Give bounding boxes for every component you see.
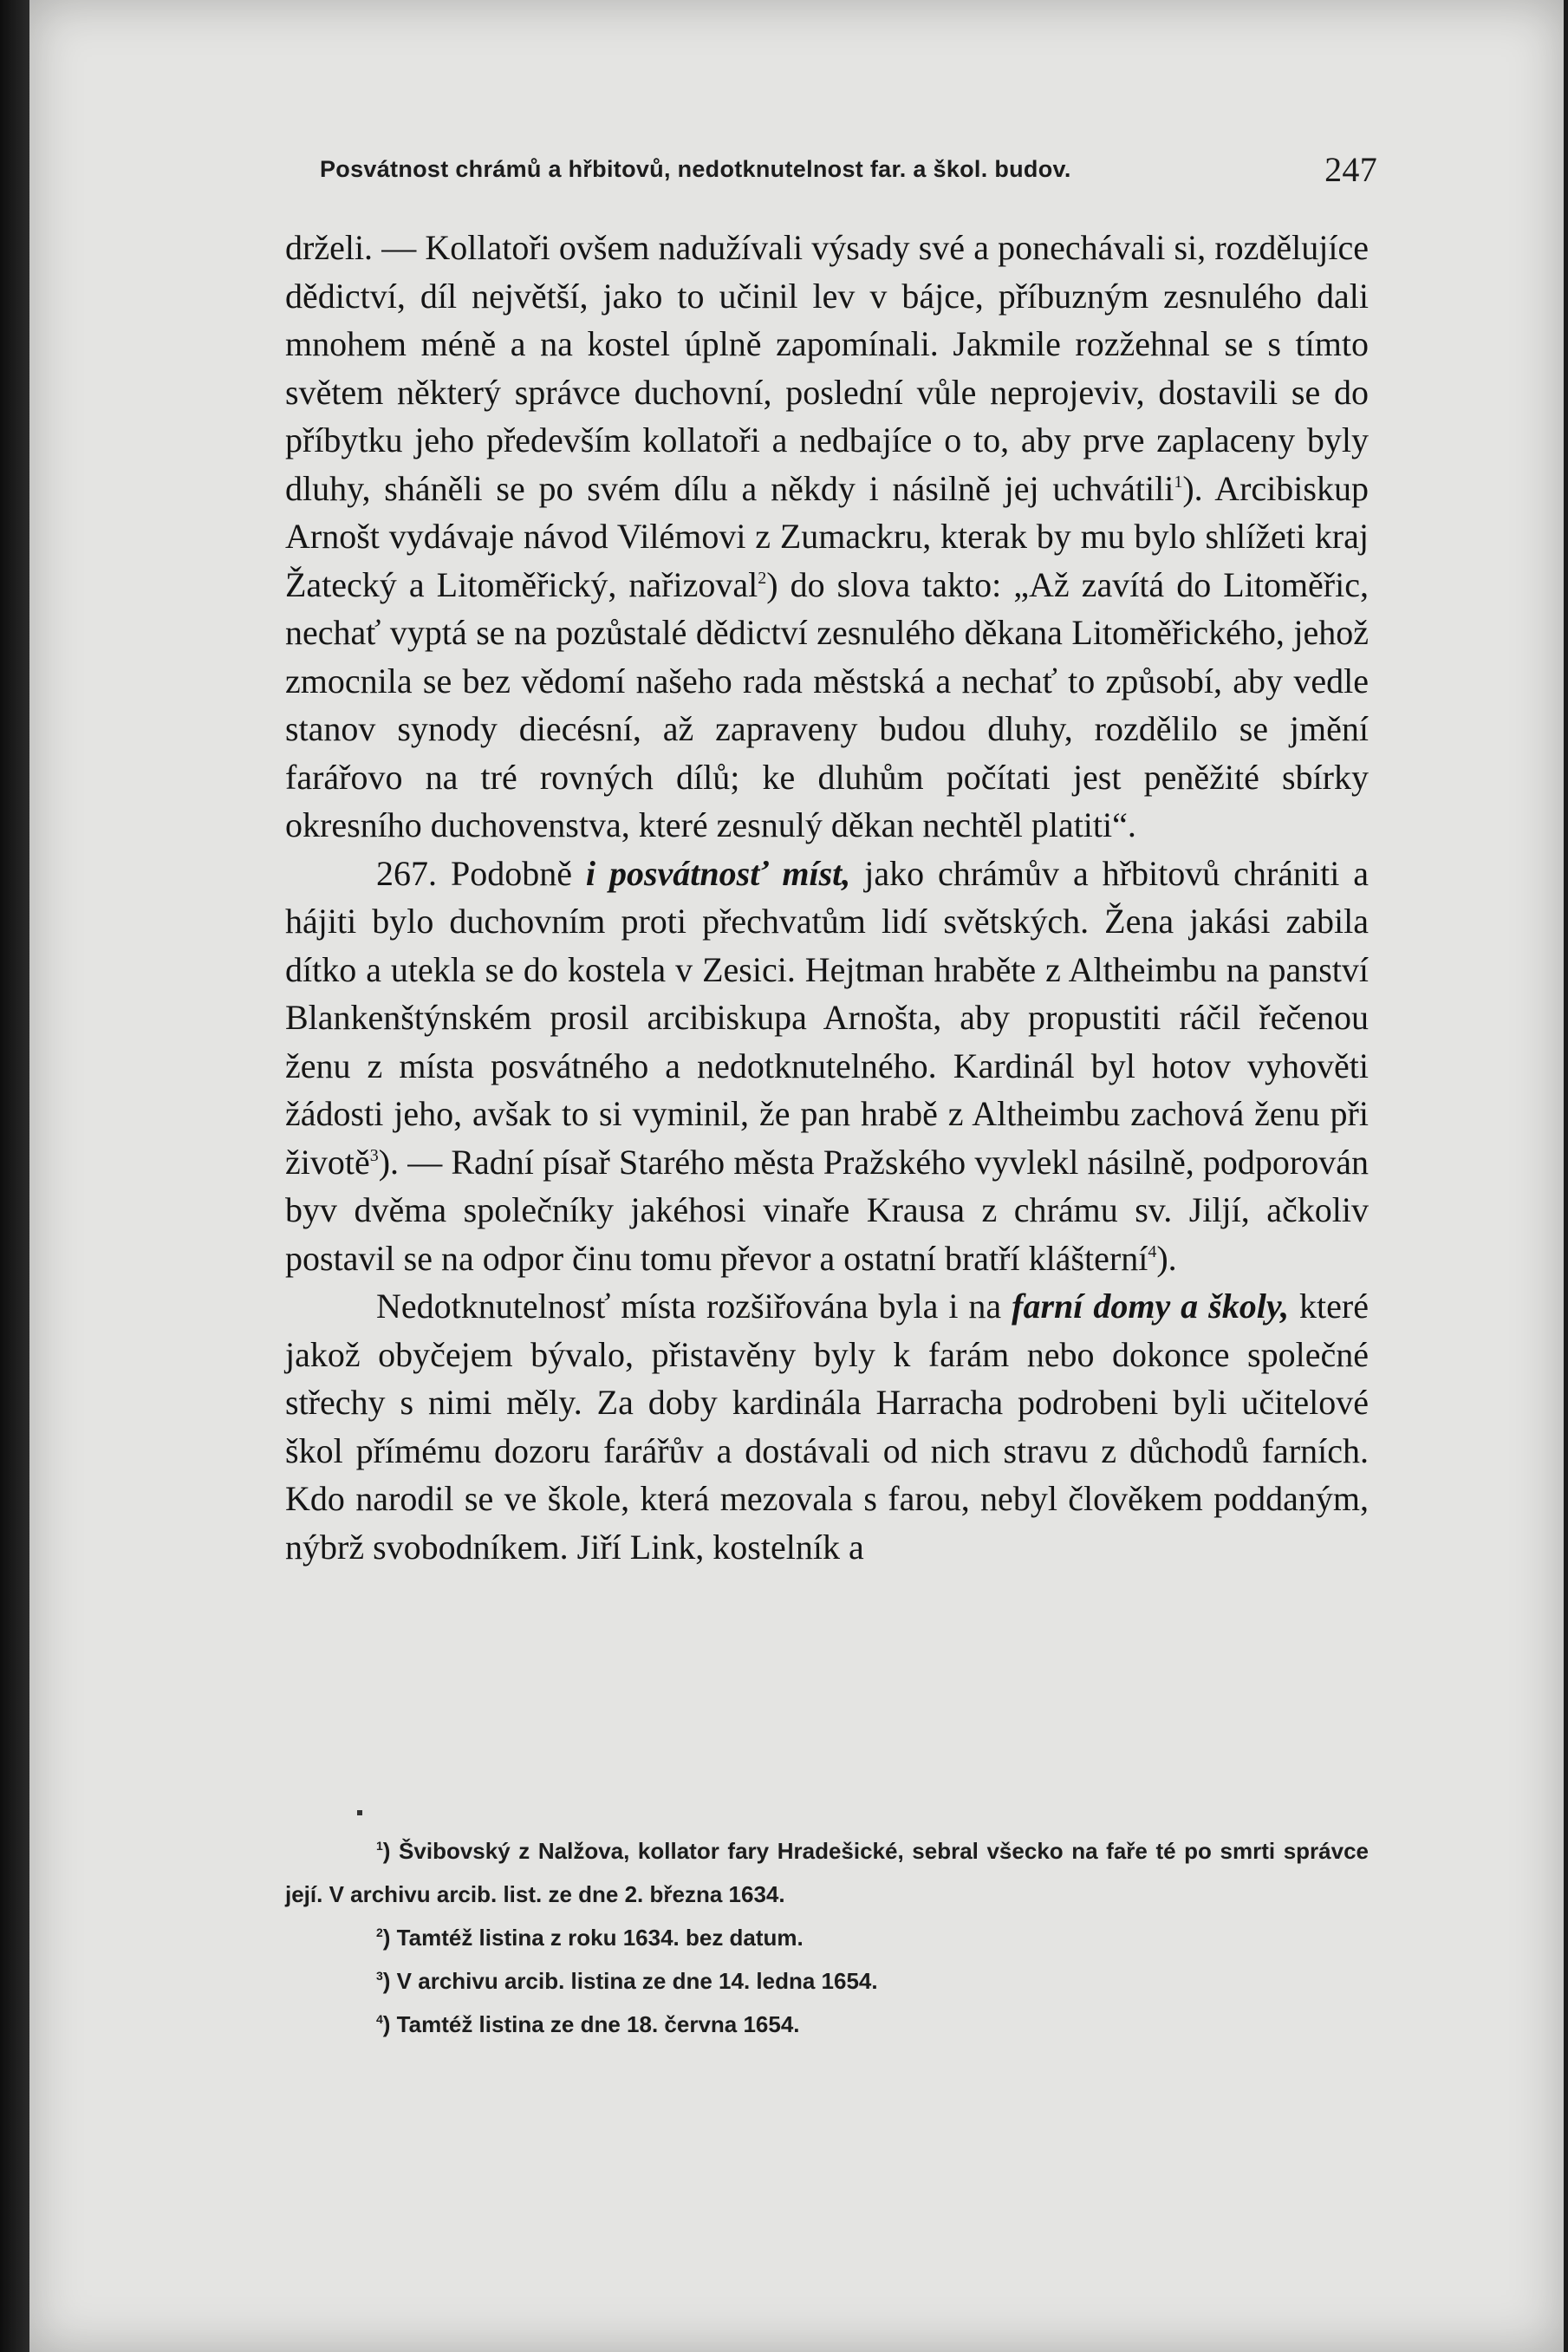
footnote-ref-3: 3 [369,1145,379,1165]
paragraph-1-text-b: ). Arcibiskup Arnošt vydávaje návod Vilémovi z Zumackru, kterak by mu bylo shlížeti kraj Žatecký a Litoměřický, nařizoval [285,468,1369,604]
page-number: 247 [1324,150,1377,189]
paragraph-3-text-b: které jakož obyčejem bývalo, přistavěny byly k farám nebo dokonce společné střechy s nimi měly. Za doby kardinála Harracha podrobeni byli učitelové škol přímému dozoru farářův a dostávali od nich stravu z důchodů farních. Kdo narodil se ve škole, která mezovala s farou, nebyl člověkem poddaným, nýbrž svobodníkem. Jiří Link, kostelník a [285,1287,1369,1567]
footnote-mark: 4 [376,2012,383,2026]
footnote-mark: 1 [376,1839,383,1853]
footnotes [285,1829,1369,2046]
section-number: 267. Podobně [376,853,586,893]
paragraph-3-text-a: Nedotknutelnosť místa rozšiřována byla i na [376,1287,1012,1326]
paragraph-1-text-a: drželi. — Kollatoři ovšem nadužívali výsady své a ponechávali si, rozdělujíce dědictví, díl největší, jako to učinil lev v bájce, příbuzným zesnulého dali mnohem méně a na kostel úplně zapomínali. Jakmile rozžehnal se s tímto světem některý správce duchovní, poslední vůle neprojeviv, dostavili se do příbytku jeho především kollatoři a nedbajíce o to, aby prve zaplaceny byly dluhy, sháněli se po svém dílu a někdy i násilně jej uchvátili [285,228,1369,508]
footnote-ref-2: 2 [758,568,767,588]
paragraph-3 [285,1282,1369,1571]
footnote-text: ) Tamtéž listina z roku 1634. bez datum. [382,1925,804,1951]
body-text [285,224,1369,1571]
paragraph-2-text-b: ). — Radní písař Starého města Pražského vyvlekl násilně, podporován byv dvěma společníky jakéhosi vinaře Krausa z chrámu sv. Jiljí, ačkoliv postavil se na odpor činu tomu převor a ostatní bratří klášterní [285,1142,1369,1278]
footnote-text: ) Švibovský z Nalžova, kollator fary Hradešické, sebral všecko na faře té po smrti správce její. V archivu arcib. list. ze dne 2. března 1634. [285,1838,1369,1907]
footnote [285,2003,1369,2046]
paragraph-2-text-c: ). [1156,1238,1177,1278]
footnote [285,1916,1369,1959]
footnote-ref-4: 4 [1148,1241,1157,1261]
paragraph-2 [285,850,1369,1283]
running-head [320,150,1377,189]
scan-edge [0,0,29,2352]
footnote-mark: 3 [376,1969,383,1983]
book-page [29,0,1564,2352]
paragraph-3-emphasis: farní domy a školy, [1012,1287,1290,1326]
footnote [285,1829,1369,1916]
footnote-ref-1: 1 [1174,472,1183,492]
paragraph-1-text-c: ) do slova takto: „Až zavítá do Litoměřic, nechať vyptá se na pozůstalé dědictví zesnulého děkana Litoměřického, jehož zmocnila se bez vědomí našeho rada městská a nechať to způsobí, aby vedle stanov synody diecésní, až zapraveny budou dluhy, rozdělilo se jmění farářovo na tré rovných dílů; ke dluhům počítati jest peněžité sbírky okresního duchovenstva, které zesnulý děkan nechtěl platiti“. [285,564,1369,844]
footnote-text: ) Tamtéž listina ze dne 18. června 1654. [382,2011,800,2037]
paragraph-2-emphasis: i posvátnosť míst, [585,853,851,893]
footnote-text: ) V archivu arcib. listina ze dne 14. ledna 1654. [382,1968,878,1994]
footnote [285,1959,1369,2003]
footnote-mark: 2 [376,1925,383,1939]
paragraph-2-text-a: jako chrámův a hřbitovů chrániti a hájiti bylo duchovním proti přechvatům lidí světských. Žena jakási zabila dítko a utekla se do kostela v Zesici. Hejtman hraběte z Altheimbu na panství Blankenštýnském prosil arcibiskupa Arnošta, aby propustiti ráčil řečenou ženu z místa posvátného a nedotknutelného. Kardinál byl hotov vyhověti žádosti jeho, avšak to si vyminil, že pan hrabě z Altheimbu zachová ženu při životě [285,853,1369,1182]
running-head-title: Posvátnost chrámů a hřbitovů, nedotknutelnost far. a škol. budov. [320,156,1071,182]
paragraph-1 [285,224,1369,850]
footnote-separator [357,1810,362,1815]
